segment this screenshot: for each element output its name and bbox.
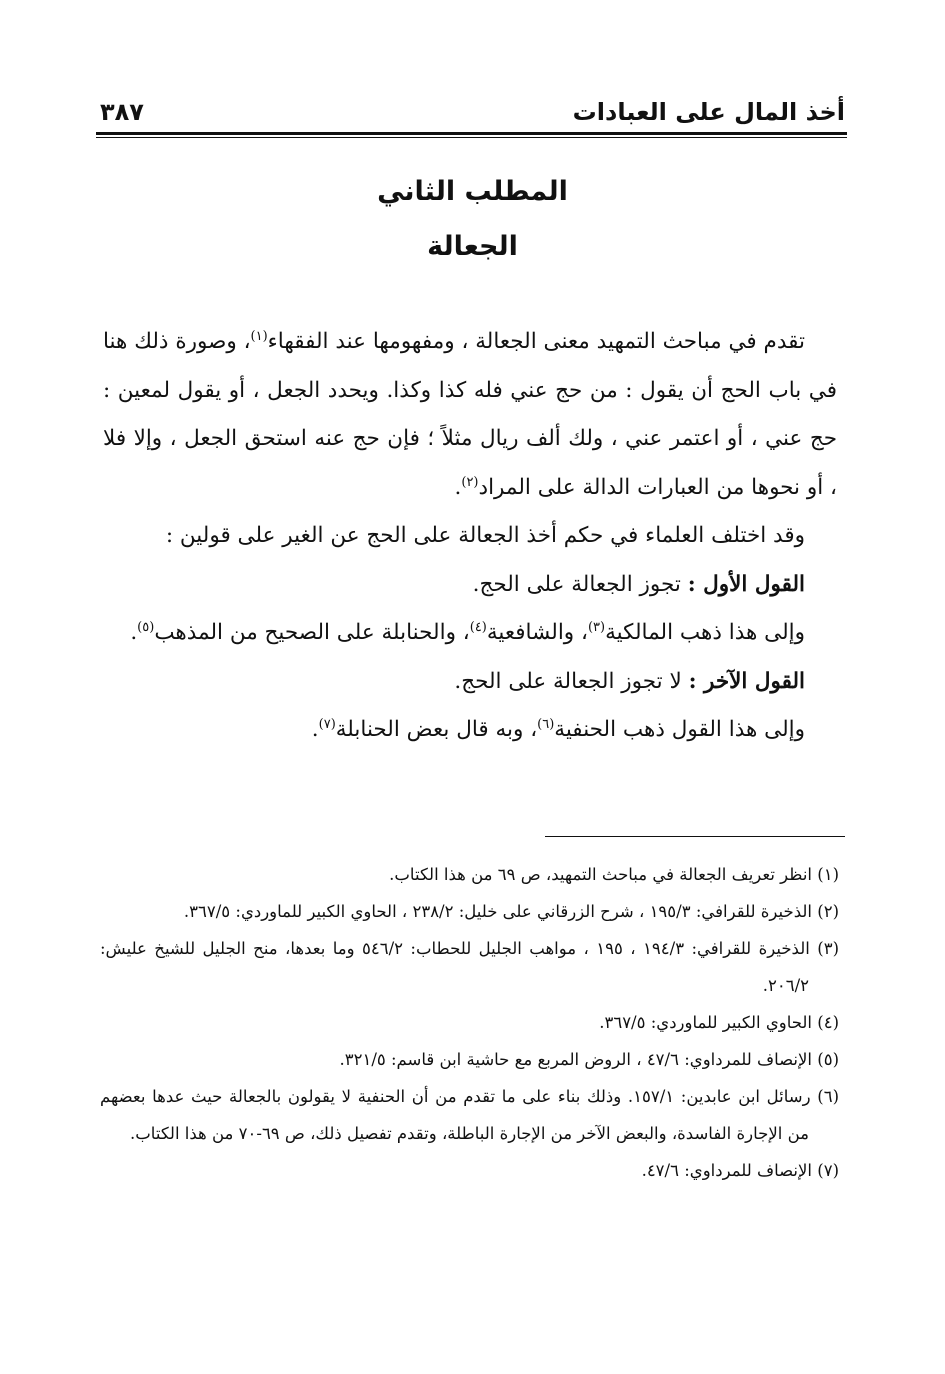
header-rule	[96, 132, 847, 135]
footnote-7: (٧) الإنصاف للمرداوي: ٤٧/٦.	[641, 1161, 839, 1180]
paragraph-3	[103, 609, 837, 658]
footnote-1: (١) انظر تعريف الجعالة في مباحث التمهيد، ص ٦٩ من هذا الكتاب.	[389, 865, 839, 884]
running-title: أخذ المال على العبادات	[572, 98, 845, 126]
footnote-6: (٦) رسائل ابن عابدين: ١٥٧/١. وذلك بناء على ما تقدم من أن الحنفية لا يقولون بالجعالة حيث عدها بعضهم من الإجارة الفاسدة، والبعض الآخر من الإجارة الباطلة، وتقدم تفصيل ذلك، ص ٦٩-٧٠ من هذا الكتاب.	[100, 1087, 839, 1143]
opinion-1	[103, 561, 837, 610]
footnote-ref-4[interactable]: (٤)	[469, 619, 487, 635]
header-rule-thin	[96, 137, 847, 138]
footnote-5: (٥) الإنصاف للمرداوي: ٤٧/٦ ، الروض المربع مع حاشية ابن قاسم: ٣٢١/٥.	[339, 1050, 839, 1069]
p3-text-c: ، والحنابلة على الصحيح من المذهب	[154, 620, 470, 645]
p4-end: .	[311, 717, 319, 742]
opinion-2	[103, 658, 837, 707]
opinion-1-text: تجوز الجعالة على الحج.	[472, 571, 681, 597]
footnote-3: (٣) الذخيرة للقرافي: ١٩٤/٣ ، ١٩٥ ، مواهب الجليل للحطاب: ٥٤٦/٢ وما بعدها، منح الجليل للشيخ عليش: ٢٠٦/٢.	[100, 939, 839, 995]
p1-text-a: تقدم في مباحث التمهيد معنى الجعالة ، ومفهومها عند الفقهاء	[267, 329, 805, 354]
page-number: ٣٨٧	[100, 98, 144, 126]
p4-text-a: وإلى هذا القول ذهب الحنفية	[554, 717, 805, 742]
footnote-4: (٤) الحاوي الكبير للماوردي: ٣٦٧/٥.	[599, 1013, 839, 1032]
opinion-2-label: القول الآخر :	[688, 668, 805, 694]
footnote-2: (٢) الذخيرة للقرافي: ١٩٥/٣ ، شرح الزرقاني على خليل: ٢٣٨/٢ ، الحاوي الكبير للماوردي: ٣٦٧/٥.	[183, 902, 839, 921]
section-title: المطلب الثاني	[377, 176, 568, 207]
paragraph-1	[103, 318, 837, 512]
footnote-ref-2[interactable]: (٢)	[461, 474, 479, 490]
opinion-1-label: القول الأول :	[687, 571, 805, 597]
opinion-2-text: لا تجوز الجعالة على الحج.	[454, 668, 682, 694]
p1-text-b: ، وصورة ذلك هنا في باب الحج أن يقول : من حج عني فله كذا وكذا. ويحدد الجعل ، أو يقول لمعين : حج عني ، أو اعتمر عني ، ولك ألف ريال مثلاً ؛ فإن حج عنه استحق الجعل ، وإلا فلا ، أو نحوها من العبارات الدالة على المراد	[103, 329, 837, 500]
p3-text-a: وإلى هذا ذهب المالكية	[605, 620, 805, 645]
p2-text: وقد اختلف العلماء في حكم أخذ الجعالة على الحج عن الغير على قولين :	[165, 523, 805, 548]
footnotes	[100, 856, 839, 1189]
page-header	[100, 86, 845, 126]
p1-end: .	[454, 474, 462, 500]
main-text	[103, 318, 837, 755]
footnote-ref-5[interactable]: (٥)	[137, 619, 155, 635]
p3-text-b: ، والشافعية	[486, 620, 588, 645]
footnote-ref-6[interactable]: (٦)	[537, 716, 555, 732]
footnote-ref-7[interactable]: (٧)	[318, 716, 336, 732]
p4-text-b: ، وبه قال بعض الحنابلة	[335, 717, 538, 742]
p3-end: .	[130, 620, 138, 645]
footnote-separator	[545, 836, 845, 837]
footnote-ref-1[interactable]: (١)	[250, 328, 268, 344]
paragraph-4	[103, 706, 837, 755]
footnote-ref-3[interactable]: (٣)	[587, 619, 606, 635]
subject-title: الجعالة	[427, 231, 518, 262]
paragraph-2	[103, 512, 837, 561]
